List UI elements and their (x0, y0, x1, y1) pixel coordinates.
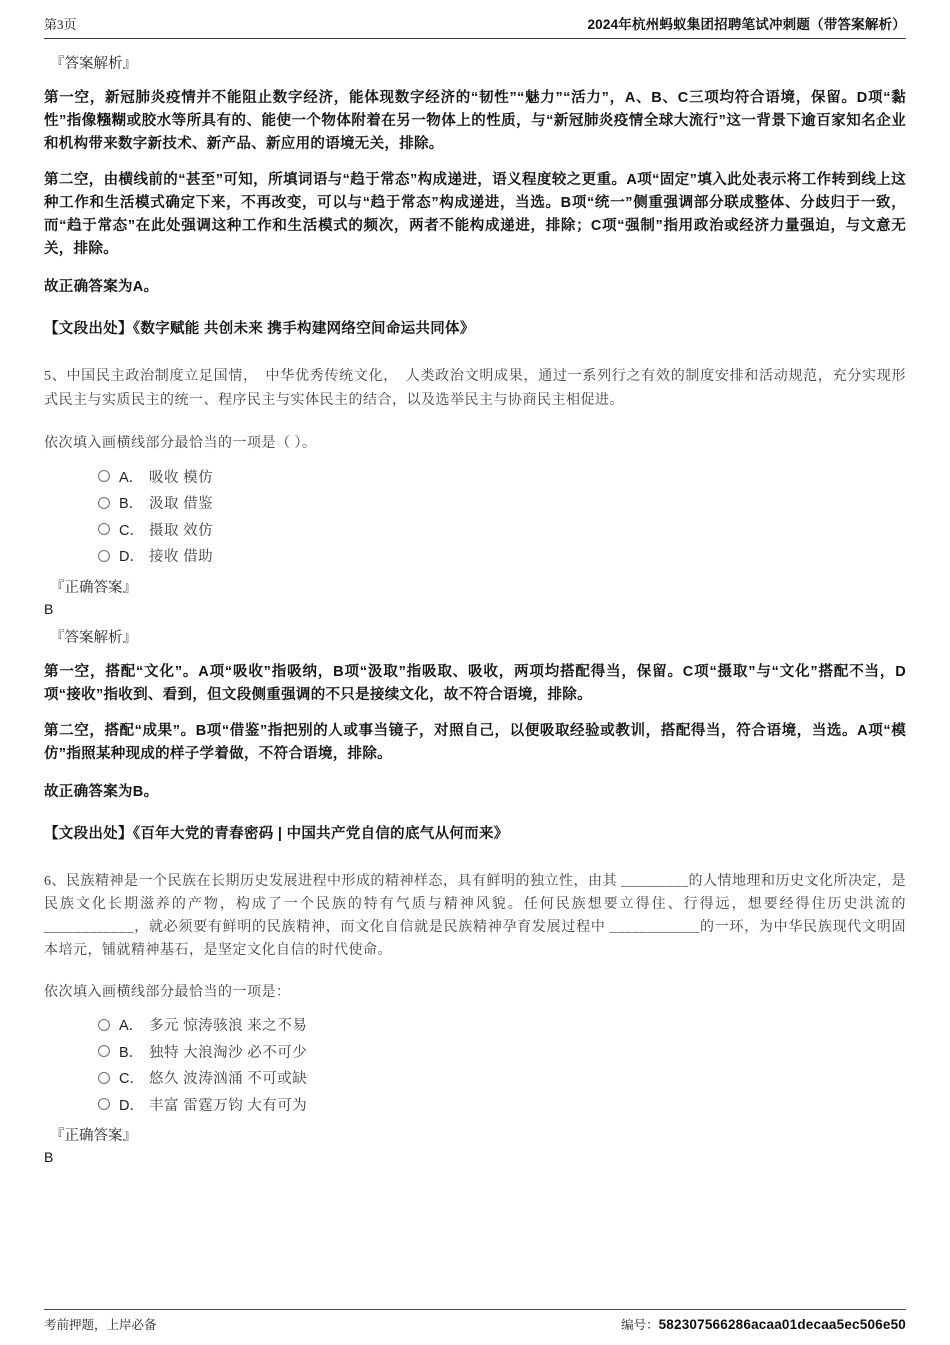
question-6-stem: 6、民族精神是一个民族在长期历史发展进程中形成的精神样态，具有鲜明的独立性，由其 _________的人情地理和历史文化所决定，是民族文化长期滋养的产物，构成了一个民族的特有气质与精神风貌。任何民族想要立得住、行得远，想要经得住历史洪流的 ____________，就必须要有鲜明的民族精神，而文化自信就是民族精神孕育发展过程中 ____________的一环，为中华民族现代文明固本培元，铺就精神基石，是坚定文化自信的时代使命。 (44, 873, 906, 958)
radio-button-icon[interactable] (98, 1019, 110, 1031)
analysis-section-label: 『答案解析』 (50, 56, 137, 72)
page-body (0, 54, 950, 1167)
question-6-options (98, 1016, 906, 1114)
radio-button-icon[interactable] (98, 497, 110, 509)
analysis-conclusion: 故正确答案为B。 (44, 783, 159, 800)
footer-slogan: 考前押题，上岸必备 (44, 1318, 157, 1332)
analysis-paragraph: 第二空，由横线前的“甚至”可知，所填词语与“趋于常态”构成递进，语义程度较之更重。A项“固定”填入此处表示将工作转到线上这种工作和生活模式确定下来，不再改变，可以与“趋于常态”构成递进，当选。B项“统一”侧重强调部分联成整体、分歧归于一致，而“趋于常态”在此处强调这种工作和生活模式的频次，两者不能构成递进，排除；C项“强制”指用政治或经济力量强迫，与文意无关，排除。 (44, 172, 906, 257)
page-number: 第3页 (44, 17, 77, 32)
radio-button-icon[interactable] (98, 1045, 110, 1057)
q6-option-a[interactable] (98, 1016, 906, 1034)
radio-button-icon[interactable] (98, 523, 110, 535)
question-5-stem: 5、中国民主政治制度立足国情， 中华优秀传统文化， 人类政治文明成果，通过一系列行之有效的制度安排和活动规范，充分实现形式民主与实质民主的统一、程序民主与实体民主的结合，以及选举民主与协商民主相促进。 (44, 369, 906, 408)
option-letter: D． (119, 549, 144, 565)
page-footer (44, 1309, 906, 1333)
option-text: 接收 借助 (149, 549, 214, 565)
option-text: 独特 大浪淘沙 必不可少 (149, 1044, 308, 1061)
radio-button-icon[interactable] (98, 470, 110, 482)
source-label: 【文段出处】 (44, 825, 133, 842)
q6-option-d[interactable] (98, 1095, 906, 1113)
correct-answer-value: B (44, 1149, 54, 1165)
correct-answer-label: 『正确答案』 (50, 579, 137, 596)
q5-option-a[interactable] (98, 467, 906, 485)
option-text: 悠久 波涛汹涌 不可或缺 (149, 1071, 308, 1087)
document-title: 2024年杭州蚂蚁集团招聘笔试冲刺题（带答案解析） (587, 17, 906, 32)
q6-option-b[interactable] (98, 1042, 906, 1060)
analysis-paragraph: 第一空，搭配“文化”。A项“吸收”指吸纳，B项“汲取”指吸取、吸收，两项均搭配得当，保留。C项“摄取”与“文化”搭配不当，D项“接收”指收到、看到，但文段侧重强调的不只是接续文化，故不符合语境，排除。 (44, 663, 906, 703)
source-label: 【文段出处】 (44, 321, 133, 337)
radio-button-icon[interactable] (98, 1098, 110, 1110)
question-5-options (98, 467, 906, 565)
question-6-prompt: 依次填入画横线部分最恰当的一项是： (44, 984, 291, 1000)
option-letter: B． (119, 496, 144, 512)
analysis-conclusion: 故正确答案为A。 (44, 279, 159, 295)
q5-option-b[interactable] (98, 494, 906, 512)
serial-label: 编号： (621, 1318, 659, 1332)
option-text: 多元 惊涛骇浪 来之不易 (149, 1018, 308, 1034)
analysis-section-label: 『答案解析』 (50, 629, 137, 646)
footer-serial (621, 1315, 906, 1333)
q5-option-d[interactable] (98, 547, 906, 565)
question-5 (44, 365, 906, 846)
radio-button-icon[interactable] (98, 550, 110, 562)
source-title: 《数字赋能 共创未来 携手构建网络空间命运共同体》 (132, 321, 475, 337)
option-text: 汲取 借鉴 (149, 496, 214, 512)
option-letter: A． (119, 469, 144, 486)
option-text: 丰富 雷霆万钧 大有可为 (149, 1097, 308, 1114)
correct-answer-value: B (44, 600, 54, 617)
source-title: 《百年大党的青春密码 | 中国共产党自信的底气从何而来》 (132, 825, 509, 842)
option-text: 吸收 模仿 (149, 469, 214, 486)
radio-button-icon[interactable] (98, 1072, 110, 1084)
q6-option-c[interactable] (98, 1069, 906, 1087)
option-letter: C． (119, 522, 144, 539)
option-letter: B． (119, 1044, 144, 1061)
source-line (44, 823, 906, 846)
option-letter: D． (119, 1097, 144, 1114)
question-6 (44, 870, 906, 1168)
q5-option-c[interactable] (98, 520, 906, 538)
option-letter: A． (119, 1018, 144, 1034)
question-5-prompt: 依次填入画横线部分最恰当的一项是（ ）。 (44, 436, 317, 451)
analysis-paragraph: 第一空，新冠肺炎疫情并不能阻止数字经济，能体现数字经济的“韧性”“魅力”“活力”，A、B、C三项均符合语境，保留。D项“黏性”指像糨糊或胶水等所具有的、能使一个物体附着在另一物体上的性质，与“新冠肺炎疫情全球大流行”这一背景下逾百家知名企业和机构带来数字新技术、新产品、新应用的语境无关，排除。 (44, 90, 906, 152)
page-header (44, 0, 906, 39)
source-line (44, 318, 906, 341)
correct-answer-label: 『正确答案』 (50, 1128, 137, 1144)
serial-number: 582307566286acaa01decaa5ec506e50 (658, 1317, 906, 1332)
analysis-paragraph: 第二空，搭配“成果”。B项“借鉴”指把别的人或事当镜子，对照自己，以便吸取经验或教训，搭配得当，符合语境，当选。A项“模仿”指照某种现成的样子学着做，不符合语境，排除。 (44, 722, 906, 762)
option-text: 摄取 效仿 (149, 522, 214, 539)
option-letter: C． (119, 1071, 144, 1087)
